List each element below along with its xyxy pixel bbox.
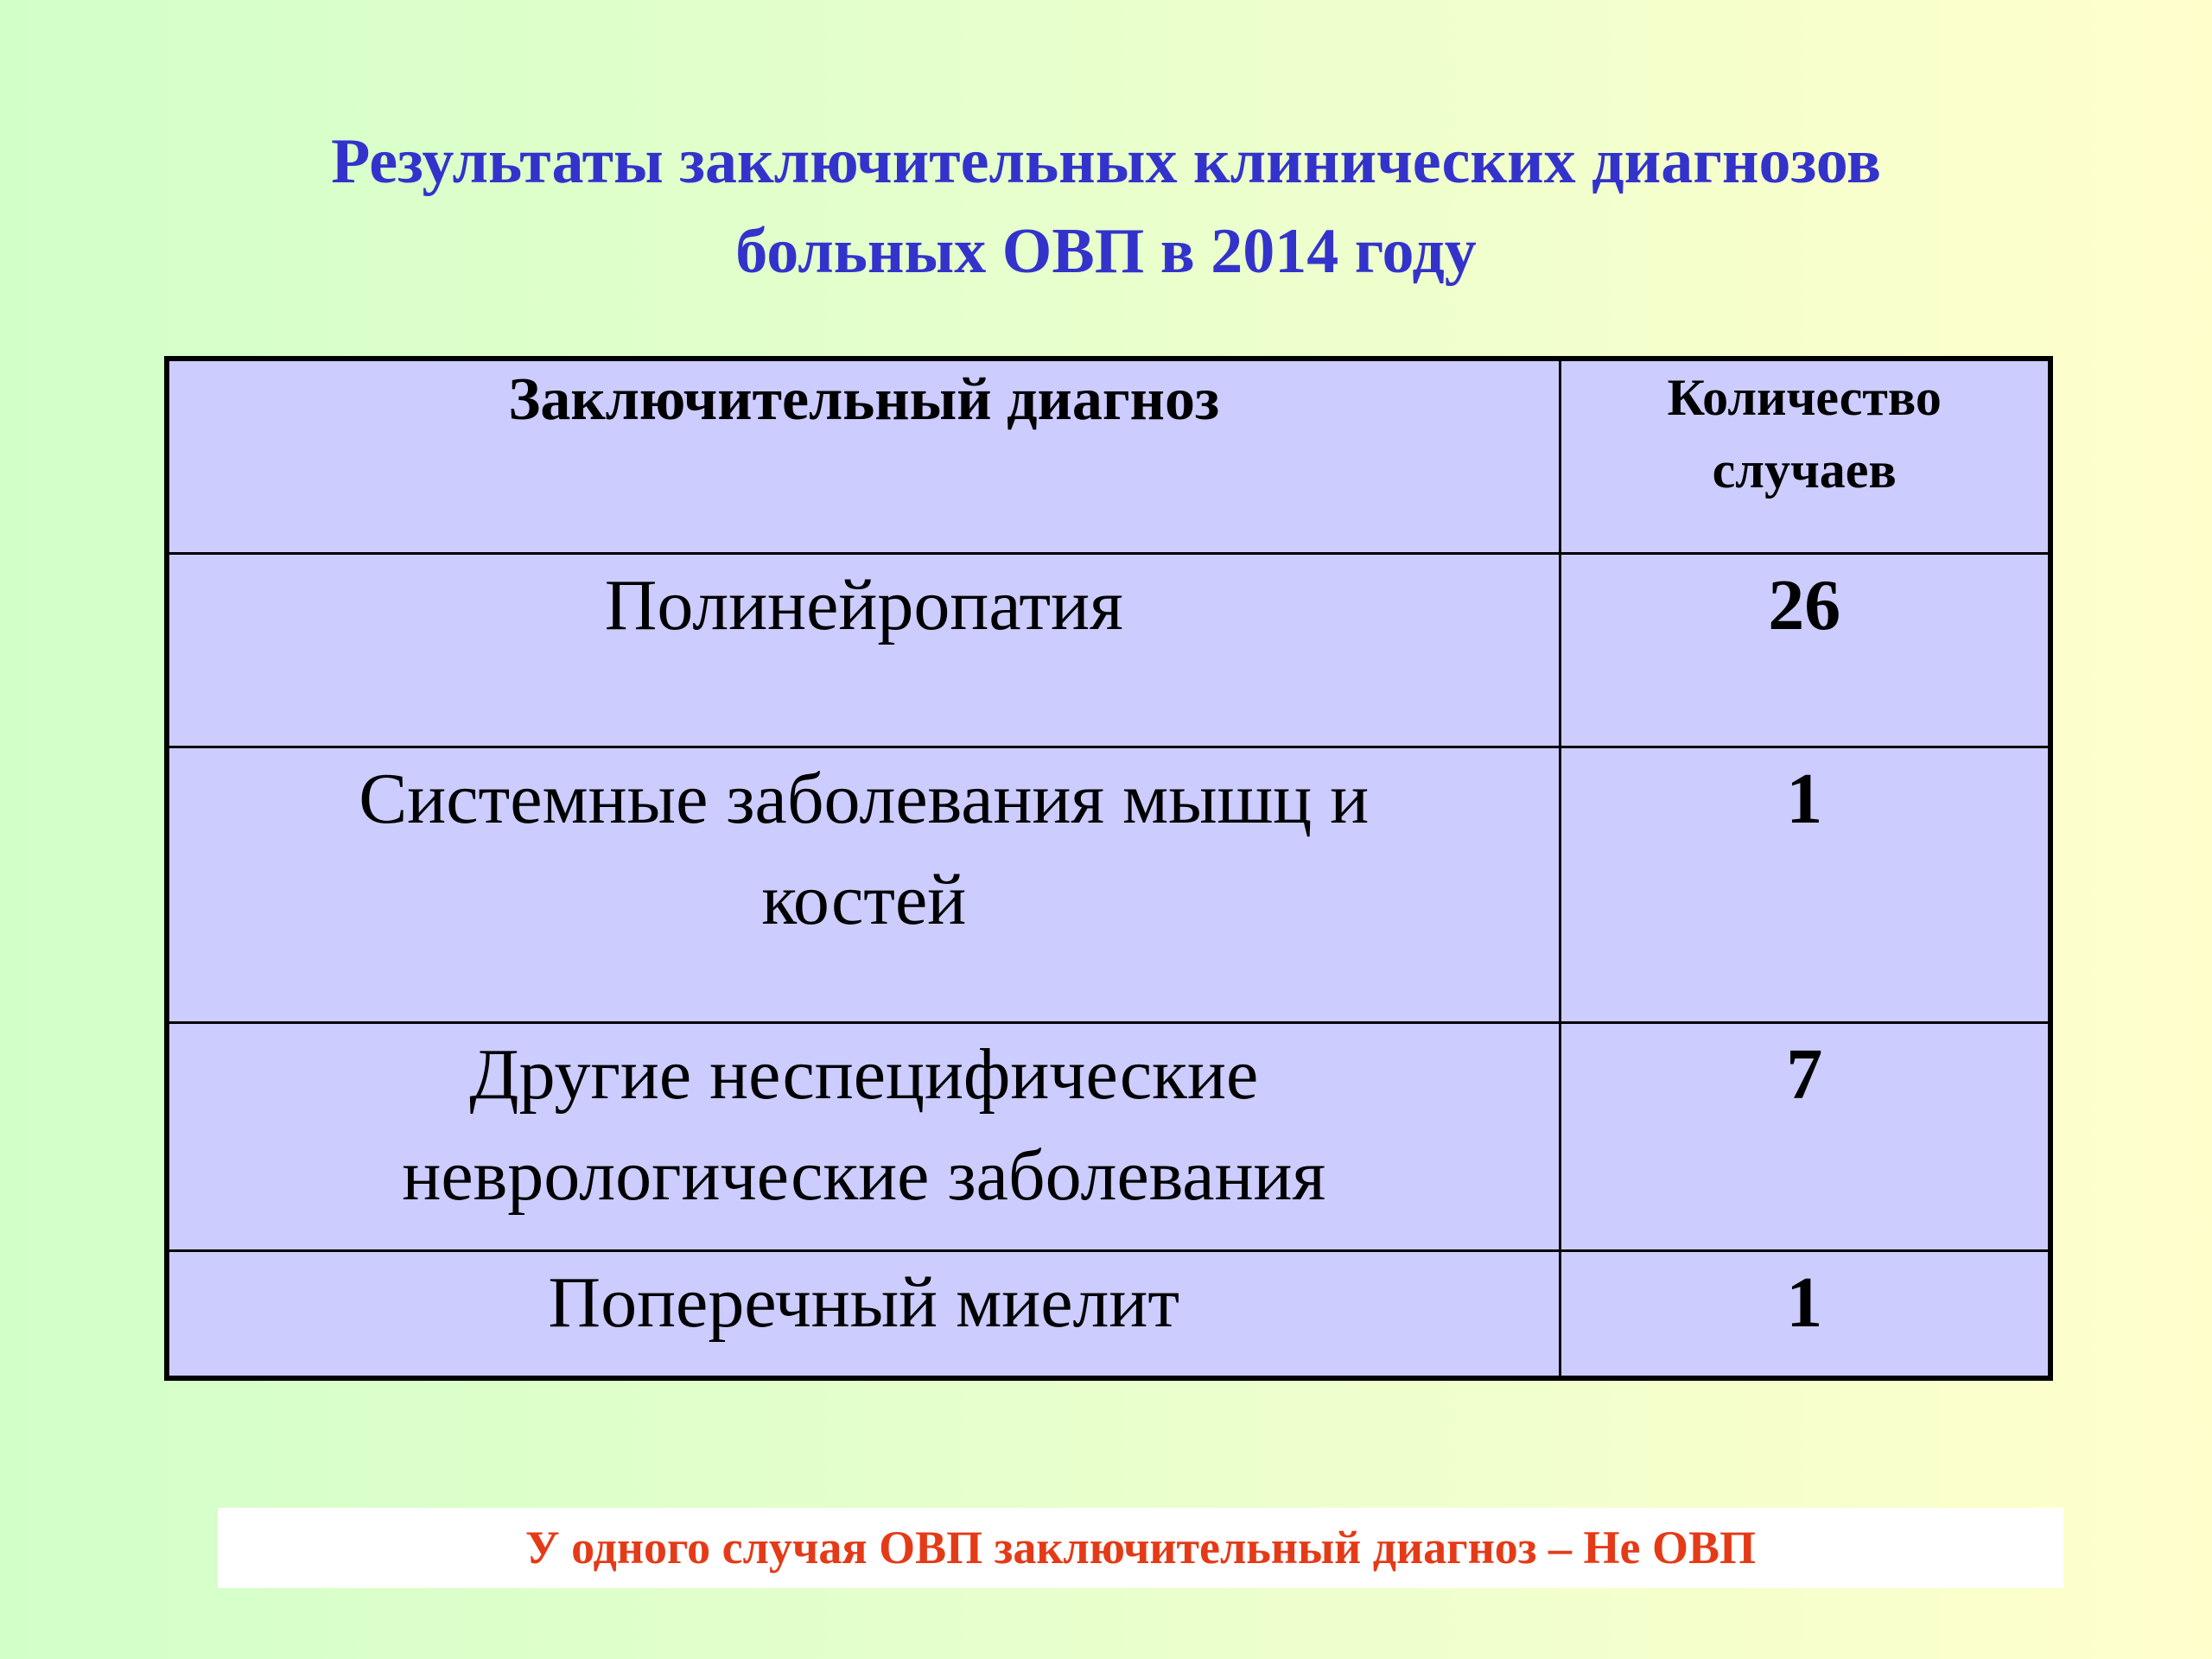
- diagnosis-cell: [167, 747, 1560, 1022]
- table-row: [167, 1022, 2050, 1250]
- diagnosis-cell: Поперечный миелит: [167, 1250, 1560, 1378]
- results-table: [164, 356, 2053, 1381]
- header-case-count: [1560, 359, 2050, 553]
- table-row: [167, 747, 2050, 1022]
- header-case-count-line-1: Количество: [1667, 369, 1942, 426]
- table-row: [167, 553, 2050, 747]
- diagnosis-cell: Полинейропатия: [167, 553, 1560, 747]
- diagnosis-line-1: Другие неспецифические: [469, 1033, 1259, 1115]
- footnote-box: [218, 1508, 2063, 1588]
- count-cell: 1: [1560, 747, 2050, 1022]
- diagnosis-line-2: неврологические заболевания: [402, 1135, 1326, 1216]
- count-cell: 26: [1560, 553, 2050, 747]
- count-cell: 1: [1560, 1250, 2050, 1378]
- slide-title-line-2: больных ОВП в 2014 году: [735, 216, 1477, 287]
- diagnosis-line-1: Системные заболевания мышц и: [359, 758, 1370, 839]
- table-row: [167, 1250, 2050, 1378]
- slide-title: [0, 117, 2212, 296]
- slide-title-line-1: Результаты заключительных клинических диагнозов: [331, 126, 1881, 197]
- count-cell: 7: [1560, 1022, 2050, 1250]
- results-table-container: [164, 356, 2048, 1381]
- header-diagnosis: Заключительный диагноз: [167, 359, 1560, 553]
- diagnosis-line-2: костей: [761, 859, 967, 940]
- header-case-count-line-2: случаев: [1712, 442, 1897, 499]
- table-header-row: [167, 359, 2050, 553]
- diagnosis-cell: [167, 1022, 1560, 1250]
- footnote-text: У одного случая ОВП заключительный диагноз – Не ОВП: [524, 1522, 1756, 1573]
